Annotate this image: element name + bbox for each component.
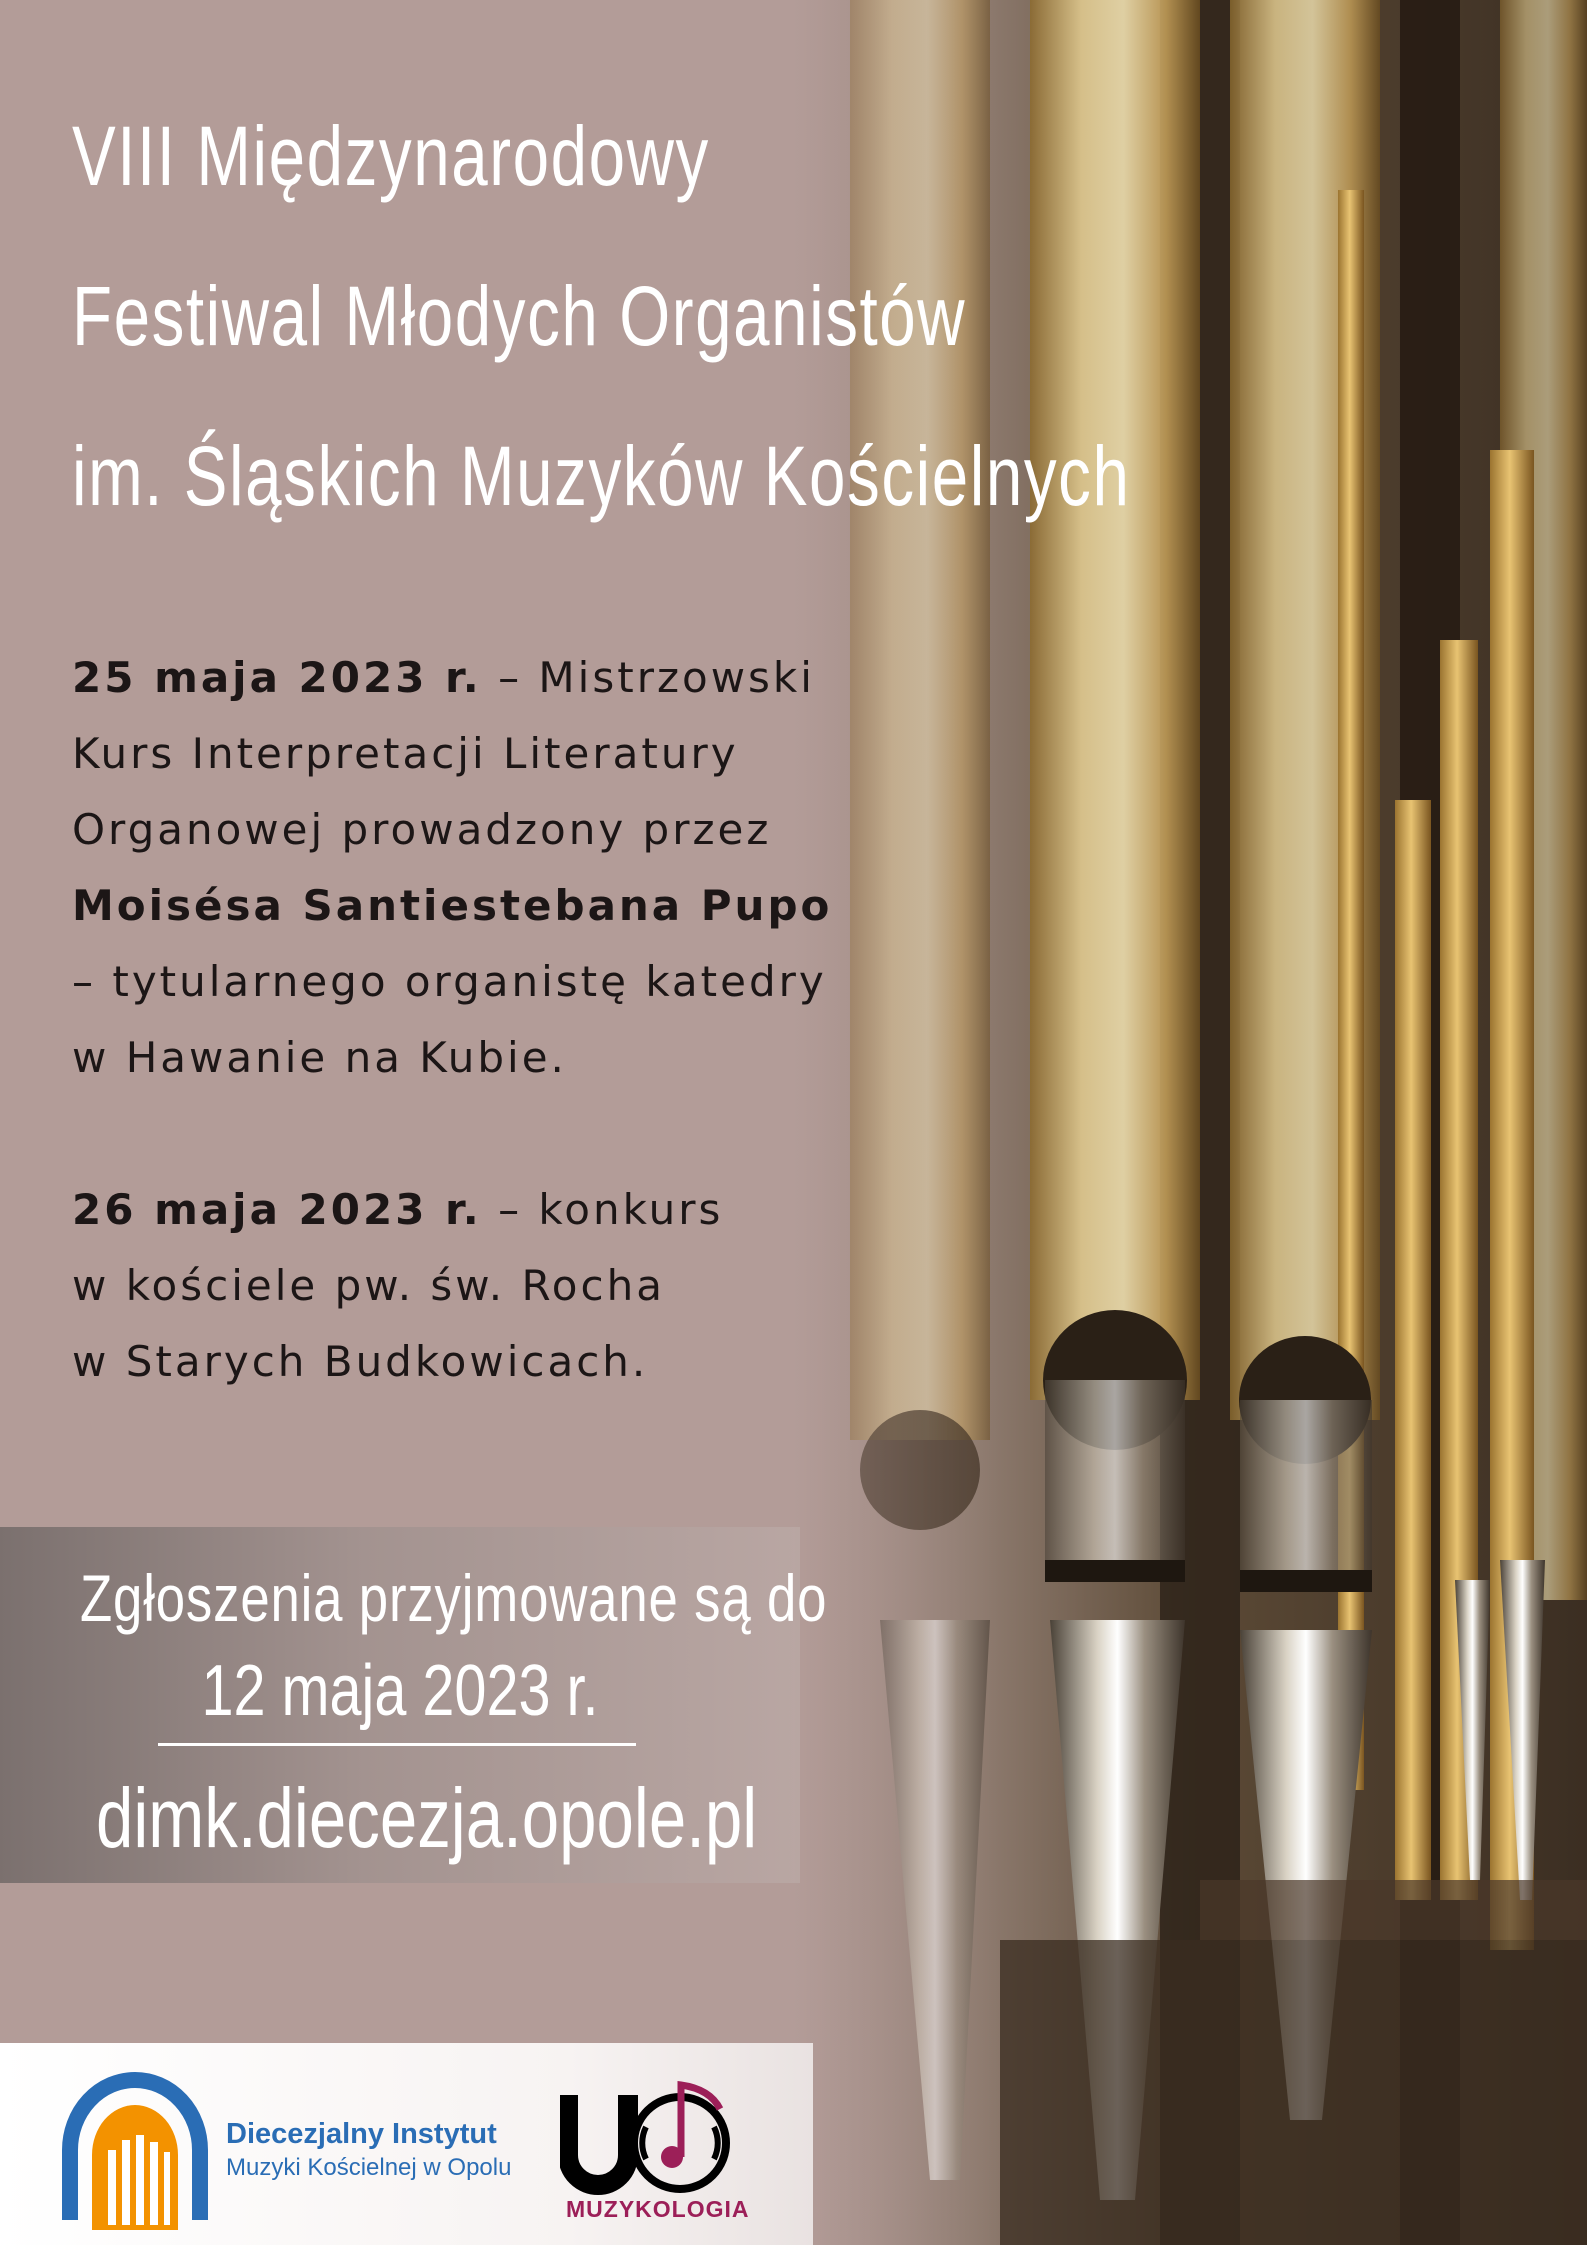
event-2-line-1 (72, 1172, 723, 1248)
event-1-line-3: Organowej prowadzony przez (72, 805, 772, 854)
event-1-date: 25 maja 2023 r. (72, 653, 482, 702)
title-line-2: Festiwal Młodych Organistów (72, 269, 967, 363)
uo-music-note-icon (560, 2075, 740, 2205)
registration-label: Zgłoszenia przyjmowane są do (80, 1561, 828, 1635)
event-1-line-2: Kurs Interpretacji Literatury (72, 729, 739, 778)
event-2-line-3: w Starych Budkowicach. (72, 1337, 649, 1386)
institute-name-line-1: Diecezjalny Instytut (226, 2118, 497, 2150)
event-1-person (72, 868, 832, 944)
event-2-date: 26 maja 2023 r. (72, 1185, 482, 1234)
event-2-description (72, 1172, 723, 1400)
registration-deadline: 12 maja 2023 r. (201, 1651, 599, 1731)
event-2-line-2: w kościele pw. św. Rocha (72, 1261, 665, 1310)
registration-divider (158, 1743, 636, 1746)
title-line-3: im. Śląskich Muzyków Kościelnych (72, 429, 1131, 523)
event-2-title-start: – konkurs (481, 1185, 724, 1234)
event-1-line-5: – tytularnego organistę katedry (72, 957, 827, 1006)
institute-name-line-2: Muzyki Kościelnej w Opolu (226, 2154, 512, 2181)
partner-name: MUZYKOLOGIA (566, 2196, 750, 2222)
event-1-title-start: – Mistrzowski (481, 653, 815, 702)
event-1-description (72, 640, 832, 1096)
organ-arch-icon (60, 2070, 210, 2235)
event-1-line-1 (72, 640, 832, 716)
title-line-1: VIII Międzynarodowy (72, 109, 710, 203)
event-1-line-6: w Hawanie na Kubie. (72, 1033, 567, 1082)
event-1-person-name: Moisésa Santiestebana Pupo (72, 881, 833, 930)
festival-website-link[interactable]: dimk.diecezja.opole.pl (96, 1771, 758, 1865)
